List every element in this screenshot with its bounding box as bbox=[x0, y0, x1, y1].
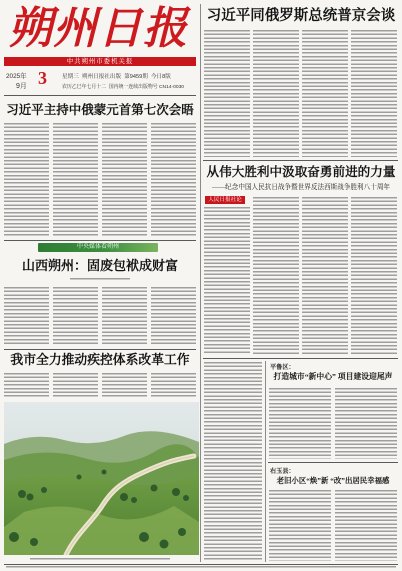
headline-editorial: 从伟大胜利中汲取奋勇前进的力量 bbox=[206, 165, 396, 179]
landscape-photo bbox=[4, 402, 199, 555]
footer-divider bbox=[4, 564, 398, 565]
kicker-pinglu: 平鲁区： bbox=[270, 364, 295, 371]
byline bbox=[70, 278, 130, 281]
article-body-column bbox=[269, 388, 331, 459]
footer-info bbox=[6, 566, 396, 569]
article-body-column bbox=[351, 197, 397, 355]
article-body-column bbox=[4, 373, 49, 399]
headline-putin-talks: 习近平同俄罗斯总统普京会谈 bbox=[206, 8, 396, 24]
article-body-column bbox=[204, 30, 250, 157]
article-body-column bbox=[269, 490, 331, 561]
column-rule bbox=[200, 4, 201, 562]
article-body-column bbox=[335, 388, 397, 459]
photo-caption bbox=[30, 558, 170, 561]
dateline-year: 2025年 bbox=[6, 73, 27, 80]
masthead-organ: 中共朔州市委机关报 bbox=[4, 57, 196, 66]
headline-trilateral-summit: 习近平主持中俄蒙元首第七次会晤 bbox=[6, 103, 194, 117]
divider bbox=[268, 462, 398, 463]
article-body-column bbox=[53, 287, 98, 345]
article-body-column bbox=[53, 373, 98, 399]
article-body-column bbox=[53, 123, 98, 237]
article-body-column bbox=[335, 490, 397, 561]
article-body-column bbox=[204, 362, 262, 561]
article-body-column bbox=[4, 287, 49, 345]
headline-cdc-reform: 我市全力推动疾控体系改革工作 bbox=[10, 353, 190, 367]
article-body-column bbox=[102, 123, 147, 237]
article-body-column bbox=[151, 373, 196, 399]
dateline-weekday: 星期三 bbox=[62, 74, 79, 80]
dateline-lunar: 农历乙巳年七月十二 bbox=[62, 85, 107, 90]
article-body-column bbox=[151, 123, 196, 237]
article-body-column bbox=[253, 197, 299, 355]
headline-solid-waste: 山西朔州：固废包袱成财富 bbox=[22, 258, 178, 273]
divider bbox=[4, 95, 196, 96]
article-body-column bbox=[4, 123, 49, 237]
article-body-column bbox=[253, 30, 299, 157]
column-banner: 中央媒体看朔州 bbox=[38, 243, 158, 252]
dateline-day: 3 bbox=[38, 68, 47, 88]
editorial-subtitle: ——纪念中国人民抗日战争暨世界反法西斯战争胜利八十周年 bbox=[211, 184, 391, 191]
editorial-tag: 人民日报社论 bbox=[205, 196, 245, 204]
masthead-title: 朔州日报 bbox=[8, 4, 188, 53]
headline-pinglu: 打造城市“新中心” 项目建设迎尾声 bbox=[273, 372, 393, 381]
dateline-serial: 国内统一连续出版物号 CN14-0030 bbox=[108, 85, 185, 90]
dateline-pages: 今日8版 bbox=[150, 74, 171, 80]
divider bbox=[4, 240, 196, 241]
dateline-row1 bbox=[62, 72, 171, 80]
dateline-month: 9月 bbox=[16, 83, 27, 90]
divider bbox=[4, 349, 196, 350]
article-body-column bbox=[302, 30, 348, 157]
divider bbox=[203, 160, 398, 161]
article-body-column bbox=[302, 197, 348, 355]
dateline-row2 bbox=[62, 83, 184, 90]
divider bbox=[203, 358, 398, 359]
headline-youyu: 老旧小区“焕”新 “改”出居民幸福感 bbox=[276, 476, 390, 485]
article-body-column bbox=[102, 287, 147, 345]
column-rule bbox=[265, 361, 266, 562]
kicker-youyu: 右玉县： bbox=[270, 468, 295, 475]
article-body-column bbox=[351, 30, 397, 157]
article-body-column bbox=[151, 287, 196, 345]
dateline-issue: 第9459期 bbox=[124, 74, 148, 80]
article-body-column bbox=[102, 373, 147, 399]
article-body-column bbox=[204, 207, 250, 355]
dateline-publisher: 朔州日报社出版 bbox=[81, 74, 122, 80]
